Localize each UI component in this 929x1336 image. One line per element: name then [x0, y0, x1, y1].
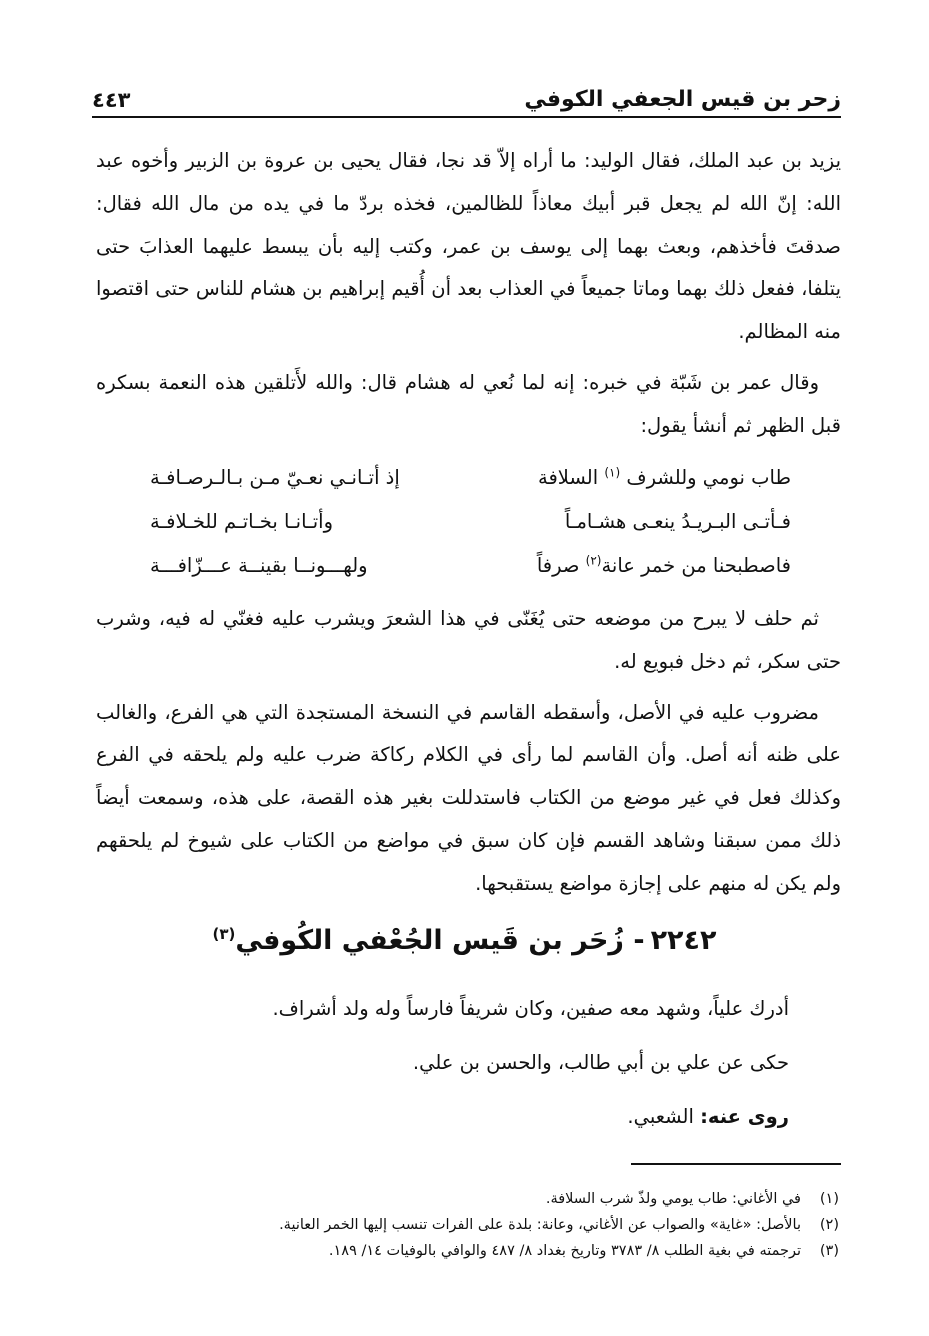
footnote-text: بالأصل: «غاية» والصواب عن الأغاني، وعانة: بلدة على الفرات تنسب إليها الخمر العانية. [279, 1217, 801, 1233]
paragraph: ثم حلف لا يبرح من موضعه حتى يُغَنّى في هذا الشعرَ ويشرب عليه فغنّي له فيه، وشرب حتى سكر، ثم دخل فبويع له. [96, 607, 841, 673]
entry-line: حكى عن علي بن أبي طالب، والحسن بن علي. [412, 1051, 789, 1074]
footnote-marker: (٢) [585, 553, 602, 567]
footnote-marker: (٣) [212, 925, 236, 943]
verse-second-hemistich: إذ أتـانـي نعـيّ مـن بـالـرصـافـة [150, 465, 400, 489]
footnotes [96, 1186, 839, 1264]
footnote-text: في الأغاني: طاب يومي ولذّ شرب السلافة. [545, 1191, 801, 1207]
entry-name: - زُحَر بن قَيس الجُعْفي الكُوفي [235, 925, 645, 956]
footnote [96, 1186, 839, 1212]
paragraph: وقال عمر بن شَبّة في خبره: إنه لما نُعي له هشام قال: والله لأَتلقين هذه النعمة بسكره قبل الظهر ثم أنشأ يقول: [96, 370, 841, 437]
poem-verse [150, 499, 791, 543]
poem-verse [150, 543, 791, 587]
verse-second-hemistich: ولهـــونــا بقينــة عـــزّافـــة [150, 553, 368, 577]
header-title: زحر بن قيس الجعفي الكوفي [524, 87, 841, 112]
footnote-number: (٢) [819, 1217, 839, 1233]
entry-line: أدرك علياً، وشهد معه صفين، وكان شريفاً فارساً وله ولد أشراف. [272, 997, 789, 1020]
verse-first-hemistich: طاب نومي وللشرف $^{(١)}$ السلافة [537, 465, 791, 489]
entry-label: روى عنه: [700, 1105, 789, 1128]
entry-number: ٢٢٤٢ [650, 925, 717, 956]
verse-first-hemistich: فاصطبحنا من خمر عانة$^{(٢)}$ صرفاً [536, 553, 791, 577]
page-number: ٤٤٣ [92, 88, 131, 112]
footnote [96, 1212, 839, 1238]
footnote-number: (١) [819, 1191, 839, 1207]
footnote-divider [631, 1163, 841, 1165]
footnote [96, 1238, 839, 1264]
poem-verse [150, 455, 791, 499]
entry-body [96, 982, 789, 1144]
footnote-marker: (١) [604, 465, 621, 479]
footnote-text: ترجمته في بغية الطلب ٨/ ٣٧٨٣ وتاريخ بغداد ٨/ ٤٨٧ والوافي بالوفيات ١٤/ ١٨٩. [328, 1243, 801, 1259]
verse-second-hemistich: وأتـانـا بخـاتـم للخـلافـة [150, 509, 334, 533]
main-text-top [96, 140, 841, 448]
verse-first-hemistich: فـأتـى البـريـدُ ينعـى هشـامـاً [564, 509, 791, 533]
entry-line: روى عنه: الشعبي. [627, 1105, 789, 1128]
paragraph: مضروب عليه في الأصل، وأسقطه القاسم في النسخة المستجدة التي هي الفرع، والغالب على ظنه أنه أصل. وأن القاسم لما رأى في الكلام ركاكة ضرب عليه ولم يلحقه في الفرع وكذلك فعل في غير موضع من الكتاب فاستدللت بغير هذه القصة، على هذه، وسمعت أيضاً ذلك ممن سبقنا وشاهد القسم فإن كان سبق في مواضع من الكتاب على شيوخ لم يلحقهم ولم يكن له منهم على إجازة مواضع يستقبحها. [96, 700, 841, 895]
poem [150, 455, 791, 587]
entry-heading [0, 918, 929, 964]
paragraph: يزيد بن عبد الملك، فقال الوليد: ما أراه إلاّ قد نجا، فقال يحيى بن عروة بن الزبير وأخوه عبد الله: إنّ الله لم يجعل قبر أبيك معاذاً للظالمين، فخذه بردّ ما في يده من مال الله فقال: صدقتَ فأخذهم، وبعث بهما إلى يوسف بن عمر، وكتب إليه بأن يبسط عليهما العذابَ حتى يتلفا، ففعل ذلك بهما وماتا جميعاً في العذاب بعد أن أُقيم إبراهيم بن هشام للناس حتى اقتصوا منه المظالم. [96, 149, 841, 344]
running-header [92, 70, 841, 118]
footnote-number: (٣) [819, 1243, 839, 1259]
main-text-bottom [96, 598, 841, 906]
